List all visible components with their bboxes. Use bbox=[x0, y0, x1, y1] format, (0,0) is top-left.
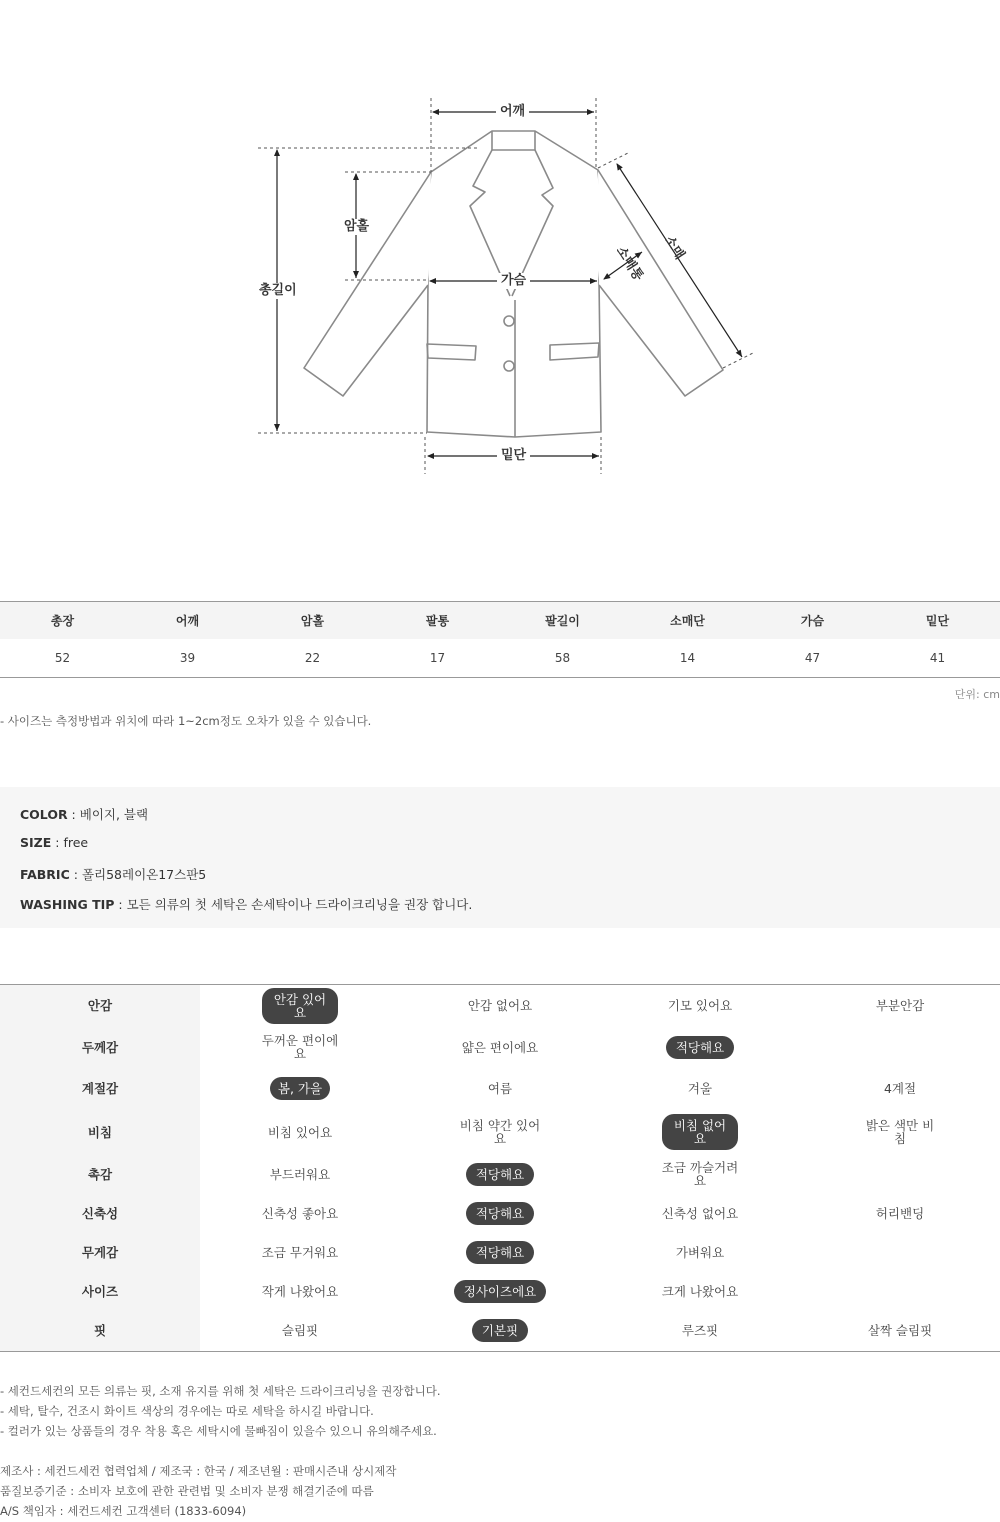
size-table bbox=[0, 601, 1000, 678]
size-value: 47 bbox=[750, 639, 875, 678]
care-note: - 세탁, 탈수, 건조시 화이트 색상의 경우에는 따로 세탁을 하시길 바랍니다. bbox=[0, 1404, 374, 1418]
care-note: - 컬러가 있는 상품들의 경우 착용 혹은 세탁시에 물빠짐이 있을수 있으니 유의해주세요. bbox=[0, 1424, 437, 1438]
attr-option-selected: 적당해요 bbox=[466, 1202, 534, 1225]
attr-cell bbox=[800, 1110, 1000, 1155]
size-header: 총장 bbox=[0, 602, 125, 640]
label-hem: 밑단 bbox=[497, 448, 530, 464]
attr-row-fit bbox=[0, 1311, 1000, 1352]
attr-option: 신축성 좋아요 bbox=[261, 1205, 339, 1221]
attr-option: 부드러워요 bbox=[269, 1166, 331, 1182]
size-value: 17 bbox=[375, 639, 500, 678]
attr-cell bbox=[600, 1110, 800, 1155]
attr-row-size bbox=[0, 1272, 1000, 1311]
attr-option-selected: 적당해요 bbox=[466, 1241, 534, 1264]
attr-cell bbox=[400, 985, 600, 1027]
manufacturer-info: 제조사 : 세컨드세컨 협력업체 / 제조국 : 한국 / 제조년월 : 판매시즌내 상시제작 bbox=[0, 1464, 397, 1478]
info-fabric-label: FABRIC bbox=[20, 867, 70, 882]
info-washing: WASHING TIP : 모든 의류의 첫 세탁은 손세탁이나 드라이크리닝을 권장 합니다. bbox=[20, 897, 473, 912]
attr-cell bbox=[800, 1027, 1000, 1068]
size-table-header-row bbox=[0, 602, 1000, 640]
attr-row-texture bbox=[0, 1155, 1000, 1194]
attr-row-thickness bbox=[0, 1027, 1000, 1068]
attr-cell bbox=[400, 1155, 600, 1194]
attr-label: 비침 bbox=[0, 1110, 200, 1155]
attr-option: 슬림핏 bbox=[281, 1323, 319, 1339]
attr-option: 4계절 bbox=[883, 1081, 917, 1096]
attribute-table bbox=[0, 984, 1000, 1352]
size-value: 52 bbox=[0, 639, 125, 678]
info-size-value: free bbox=[63, 835, 89, 850]
attr-cell bbox=[800, 1194, 1000, 1233]
attr-option: 허리밴딩 bbox=[875, 1205, 925, 1221]
size-value: 41 bbox=[875, 639, 1000, 678]
attr-label: 안감 bbox=[0, 985, 200, 1027]
attr-cell bbox=[600, 985, 800, 1027]
size-header: 소매단 bbox=[625, 602, 750, 640]
attr-cell bbox=[200, 1155, 400, 1194]
attr-cell bbox=[400, 1233, 600, 1272]
measurement-diagram bbox=[0, 0, 1000, 560]
as-contact: A/S 책임자 : 세컨드세컨 고객센터 (1833-6094) bbox=[0, 1504, 247, 1518]
attr-cell bbox=[800, 1311, 1000, 1352]
attr-option-selected: 기본핏 bbox=[472, 1319, 528, 1342]
attr-option-selected: 비침 없어요 bbox=[662, 1114, 738, 1150]
attr-label: 무게감 bbox=[0, 1233, 200, 1272]
attr-option: 안감 없어요 bbox=[467, 998, 533, 1014]
attr-cell bbox=[200, 1272, 400, 1311]
size-value: 14 bbox=[625, 639, 750, 678]
attr-cell bbox=[600, 1194, 800, 1233]
attr-label: 핏 bbox=[0, 1311, 200, 1352]
attr-option-selected: 적당해요 bbox=[666, 1036, 734, 1059]
size-table-value-row bbox=[0, 639, 1000, 678]
attr-option: 부분안감 bbox=[875, 998, 925, 1014]
attr-row-transparency bbox=[0, 1110, 1000, 1155]
attr-cell bbox=[200, 985, 400, 1027]
attr-cell bbox=[200, 1027, 400, 1068]
attr-cell bbox=[800, 1068, 1000, 1110]
attr-option: 루즈핏 bbox=[681, 1323, 719, 1339]
label-armhole: 암홀 bbox=[340, 219, 373, 235]
size-header: 암홀 bbox=[250, 602, 375, 640]
attr-cell bbox=[400, 1110, 600, 1155]
attr-option-selected: 적당해요 bbox=[466, 1163, 534, 1186]
info-fabric: FABRIC : 폴리58레이온17스판5 bbox=[20, 867, 207, 882]
attr-option: 작게 나왔어요 bbox=[261, 1283, 339, 1299]
attr-cell bbox=[200, 1194, 400, 1233]
label-shoulder: 어깨 bbox=[496, 104, 529, 120]
unit-label: 단위: cm bbox=[954, 688, 1000, 701]
attr-option-selected: 정사이즈에요 bbox=[454, 1280, 546, 1303]
attr-option: 가벼워요 bbox=[675, 1244, 725, 1260]
attr-cell bbox=[400, 1194, 600, 1233]
info-color: COLOR : 베이지, 블랙 bbox=[20, 807, 149, 822]
attr-option: 비침 약간 있어요 bbox=[459, 1118, 541, 1146]
attr-option: 여름 bbox=[487, 1081, 513, 1096]
size-header: 어깨 bbox=[125, 602, 250, 640]
care-note: - 세컨드세컨의 모든 의류는 핏, 소재 유지를 위해 첫 세탁은 드라이크리닝을 권장합니다. bbox=[0, 1384, 441, 1398]
attr-cell bbox=[200, 1311, 400, 1352]
size-header: 팔통 bbox=[375, 602, 500, 640]
info-washing-label: WASHING TIP bbox=[20, 897, 115, 912]
attr-cell bbox=[400, 1068, 600, 1110]
info-fabric-value: 폴리58레이온17스판5 bbox=[81, 867, 207, 882]
attr-option: 신축성 없어요 bbox=[661, 1205, 739, 1221]
attr-option: 겨울 bbox=[687, 1081, 713, 1096]
info-color-label: COLOR bbox=[20, 807, 68, 822]
attr-label: 신축성 bbox=[0, 1194, 200, 1233]
attr-option: 살짝 슬림핏 bbox=[867, 1323, 933, 1339]
label-chest: 가슴 bbox=[497, 273, 530, 289]
label-sleeve: 소매 bbox=[660, 233, 688, 263]
label-sleeve-width: 소매통 bbox=[612, 243, 646, 284]
attr-cell bbox=[400, 1027, 600, 1068]
attr-cell bbox=[200, 1233, 400, 1272]
attr-row-weight bbox=[0, 1233, 1000, 1272]
size-header: 가슴 bbox=[750, 602, 875, 640]
attr-option: 조금 무거워요 bbox=[261, 1244, 339, 1260]
info-size-label: SIZE bbox=[20, 835, 52, 850]
info-size: SIZE : free bbox=[20, 835, 89, 850]
attr-option-selected: 안감 있어요 bbox=[262, 988, 338, 1024]
attr-cell bbox=[400, 1272, 600, 1311]
attr-option: 조금 까슬거려요 bbox=[661, 1160, 739, 1188]
attr-option: 기모 있어요 bbox=[667, 998, 733, 1014]
size-note: - 사이즈는 측정방법과 위치에 따라 1~2cm정도 오차가 있을 수 있습니다. bbox=[0, 714, 372, 728]
label-total-length: 총길이 bbox=[255, 283, 301, 299]
info-color-value: 베이지, 블랙 bbox=[79, 807, 149, 822]
size-value: 39 bbox=[125, 639, 250, 678]
attr-cell bbox=[600, 1233, 800, 1272]
attr-cell bbox=[800, 1233, 1000, 1272]
attr-option: 밝은 색만 비침 bbox=[865, 1118, 935, 1146]
attr-row-stretch bbox=[0, 1194, 1000, 1233]
attr-label: 계절감 bbox=[0, 1068, 200, 1110]
quality-standard: 품질보증기준 : 소비자 보호에 관한 관련법 및 소비자 분쟁 해결기준에 따름 bbox=[0, 1484, 374, 1498]
attr-row-season bbox=[0, 1068, 1000, 1110]
attr-option: 크게 나왔어요 bbox=[661, 1283, 739, 1299]
attr-option-selected: 봄, 가을 bbox=[270, 1077, 330, 1100]
info-washing-value: 모든 의류의 첫 세탁은 손세탁이나 드라이크리닝을 권장 합니다. bbox=[126, 897, 473, 912]
attr-cell bbox=[600, 1027, 800, 1068]
attr-option: 얇은 편이에요 bbox=[461, 1039, 539, 1055]
size-value: 58 bbox=[500, 639, 625, 678]
attr-cell bbox=[400, 1311, 600, 1352]
attr-row-lining bbox=[0, 985, 1000, 1027]
attr-cell bbox=[800, 985, 1000, 1027]
attr-cell bbox=[800, 1155, 1000, 1194]
size-value: 22 bbox=[250, 639, 375, 678]
attr-cell bbox=[600, 1155, 800, 1194]
attr-option: 두꺼운 편이에요 bbox=[261, 1033, 339, 1061]
attr-cell bbox=[600, 1272, 800, 1311]
size-header: 밑단 bbox=[875, 602, 1000, 640]
attr-cell bbox=[200, 1068, 400, 1110]
attr-label: 촉감 bbox=[0, 1155, 200, 1194]
attr-label: 두께감 bbox=[0, 1027, 200, 1068]
product-info-box bbox=[0, 787, 1000, 928]
attr-option: 비침 있어요 bbox=[267, 1124, 333, 1140]
attr-cell bbox=[800, 1272, 1000, 1311]
attr-label: 사이즈 bbox=[0, 1272, 200, 1311]
attr-cell bbox=[200, 1110, 400, 1155]
size-header: 팔길이 bbox=[500, 602, 625, 640]
attr-cell bbox=[600, 1068, 800, 1110]
attr-cell bbox=[600, 1311, 800, 1352]
